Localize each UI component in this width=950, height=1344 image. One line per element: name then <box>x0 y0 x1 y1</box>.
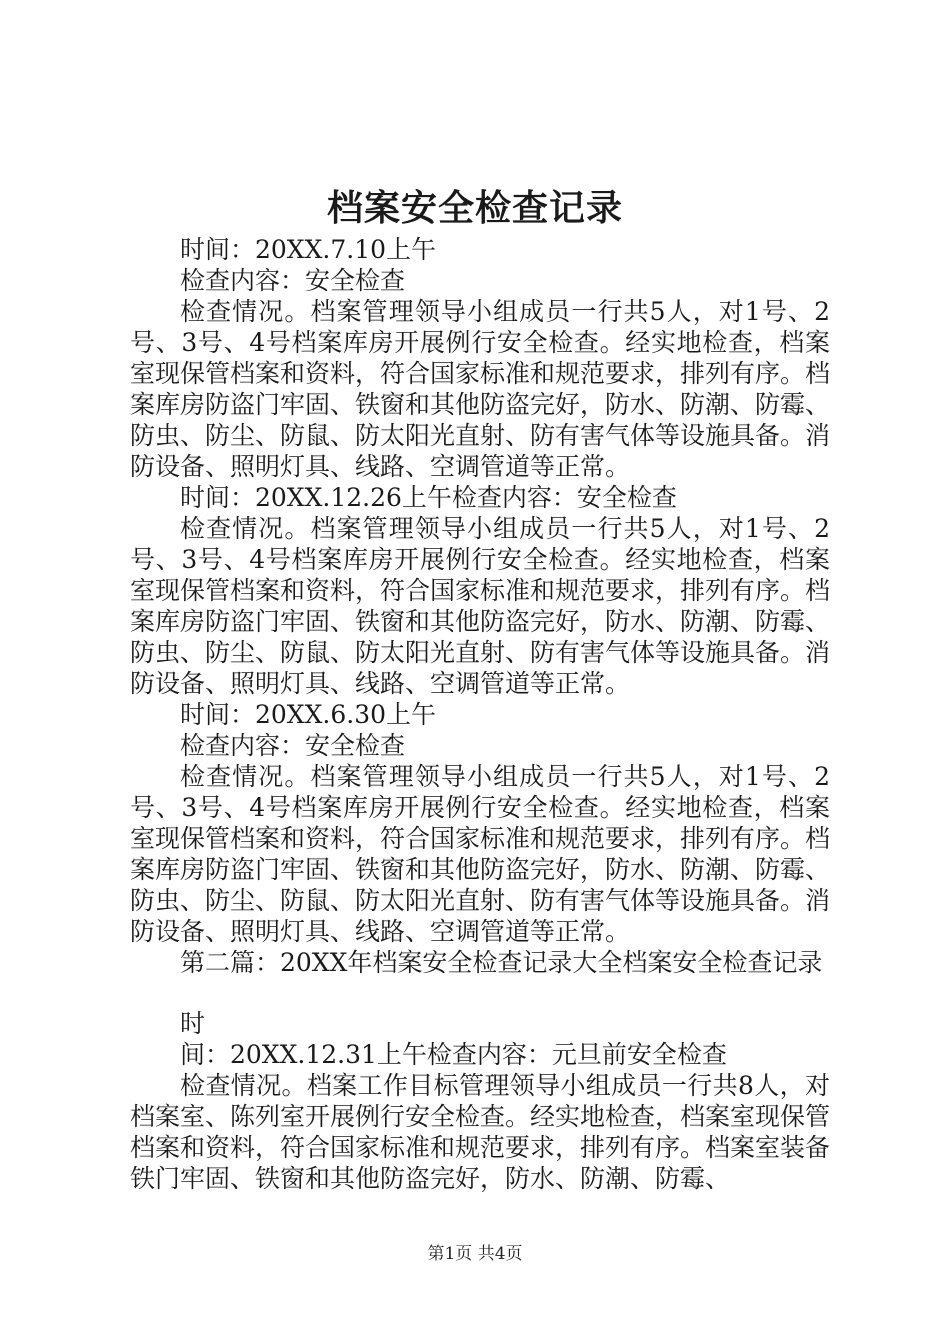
paragraph: 检查情况。档案管理领导小组成员一行共5人，对1号、2号、3号、4号档案库房开展例行安全检查。经实地检查，档案室现保管档案和资料，符合国家标准和规范要求，排列有序。档案库房防盗门牢固、铁窗和其他防盗完好，防水、防潮、防霉、防虫、防尘、防鼠、防太阳光直射、防有害气体等设施具备。消防设备、照明灯具、线路、空调管道等正常。 <box>130 762 831 946</box>
paragraph: 检查内容：安全检查 <box>180 731 406 760</box>
document-title: 档案安全检查记录 <box>326 187 623 229</box>
paragraph: 检查情况。档案管理领导小组成员一行共5人，对1号、2号、3号、4号档案库房开展例行安全检查。经实地检查，档案室现保管档案和资料，符合国家标准和规范要求，排列有序。档案库房防盗门牢固、铁窗和其他防盗完好，防水、防潮、防霉、防虫、防尘、防鼠、防太阳光直射、防有害气体等设施具备。消防设备、照明灯具、线路、空调管道等正常。 <box>130 514 831 698</box>
page-indicator: 第1页 共4页 <box>427 1244 523 1264</box>
document-body <box>130 234 830 1194</box>
paragraph: 检查情况。档案工作目标管理领导小组成员一行共8人，对档案室、陈列室开展例行安全检查。经实地检查，档案室现保管档案和资料，符合国家标准和规范要求，排列有序。档案室装备铁门牢固、铁窗和其他防盗完好，防水、防潮、防霉、 <box>130 1071 831 1193</box>
paragraph: 时 <box>180 1009 206 1038</box>
paragraph: 时间：20XX.6.30上午 <box>180 700 437 729</box>
paragraph: 时间：20XX.12.26上午检查内容：安全检查 <box>180 483 677 512</box>
paragraph: 检查内容：安全检查 <box>180 266 406 295</box>
paragraph: 检查情况。档案管理领导小组成员一行共5人，对1号、2号、3号、4号档案库房开展例行安全检查。经实地检查，档案室现保管档案和资料，符合国家标准和规范要求，排列有序。档案库房防盗门牢固、铁窗和其他防盗完好，防水、防潮、防霉、防虫、防尘、防鼠、防太阳光直射、防有害气体等设施具备。消防设备、照明灯具、线路、空调管道等正常。 <box>130 297 831 481</box>
paragraph: 时间：20XX.7.10上午 <box>180 235 437 264</box>
paragraph: 间：20XX.12.31上午检查内容：元旦前安全检查 <box>180 1040 727 1069</box>
section-heading: 第二篇：20XX年档案安全检查记录大全档案安全检查记录 <box>180 948 823 977</box>
